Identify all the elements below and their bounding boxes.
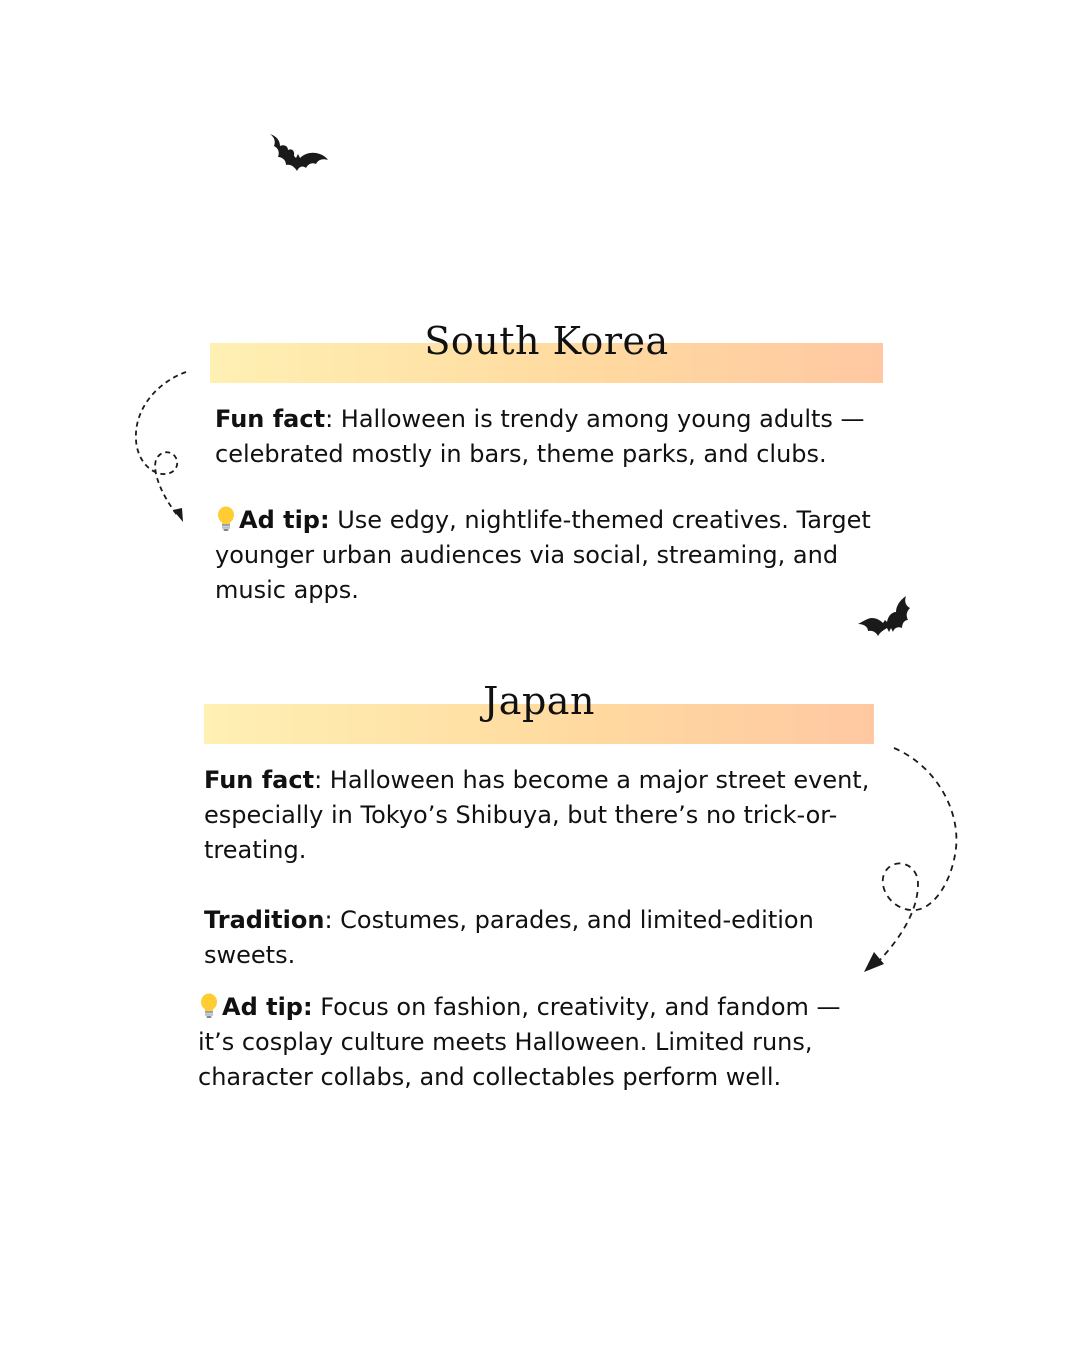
ad-tip-text: Focus on fashion, creativity, and fandom — it’s cosplay culture meets Halloween. Limited runs, character collabs, and collectables perform well. [198,993,841,1091]
japan-ad-tip [198,990,878,1095]
ad-tip-label: Ad tip: [222,993,313,1021]
fun-fact-text: : Halloween has become a major street event, especially in Tokyo’s Shibuya, but there’s no trick-or-treating. [204,766,870,864]
fun-fact-label: Fun fact [204,766,315,794]
south-korea-ad-tip [215,503,895,608]
japan-fun-fact [204,763,884,868]
dashed-loop-arrow-icon [128,368,194,530]
south-korea-title: South Korea [424,319,669,363]
lightbulb-icon [215,506,237,532]
ad-tip-text: Use edgy, nightlife-themed creatives. Target younger urban audiences via social, streaming, and music apps. [215,506,871,604]
japan-tradition [204,903,884,973]
tradition-label: Tradition [204,906,325,934]
south-korea-fun-fact [215,402,895,472]
bat-icon [266,130,330,176]
fun-fact-text: : Halloween is trendy among young adults — celebrated mostly in bars, theme parks, and clubs. [215,405,865,468]
japan-title: Japan [483,679,595,723]
lightbulb-icon [198,993,220,1019]
tradition-text: : Costumes, parades, and limited-edition sweets. [204,906,814,969]
ad-tip-label: Ad tip: [239,506,330,534]
fun-fact-label: Fun fact [215,405,326,433]
